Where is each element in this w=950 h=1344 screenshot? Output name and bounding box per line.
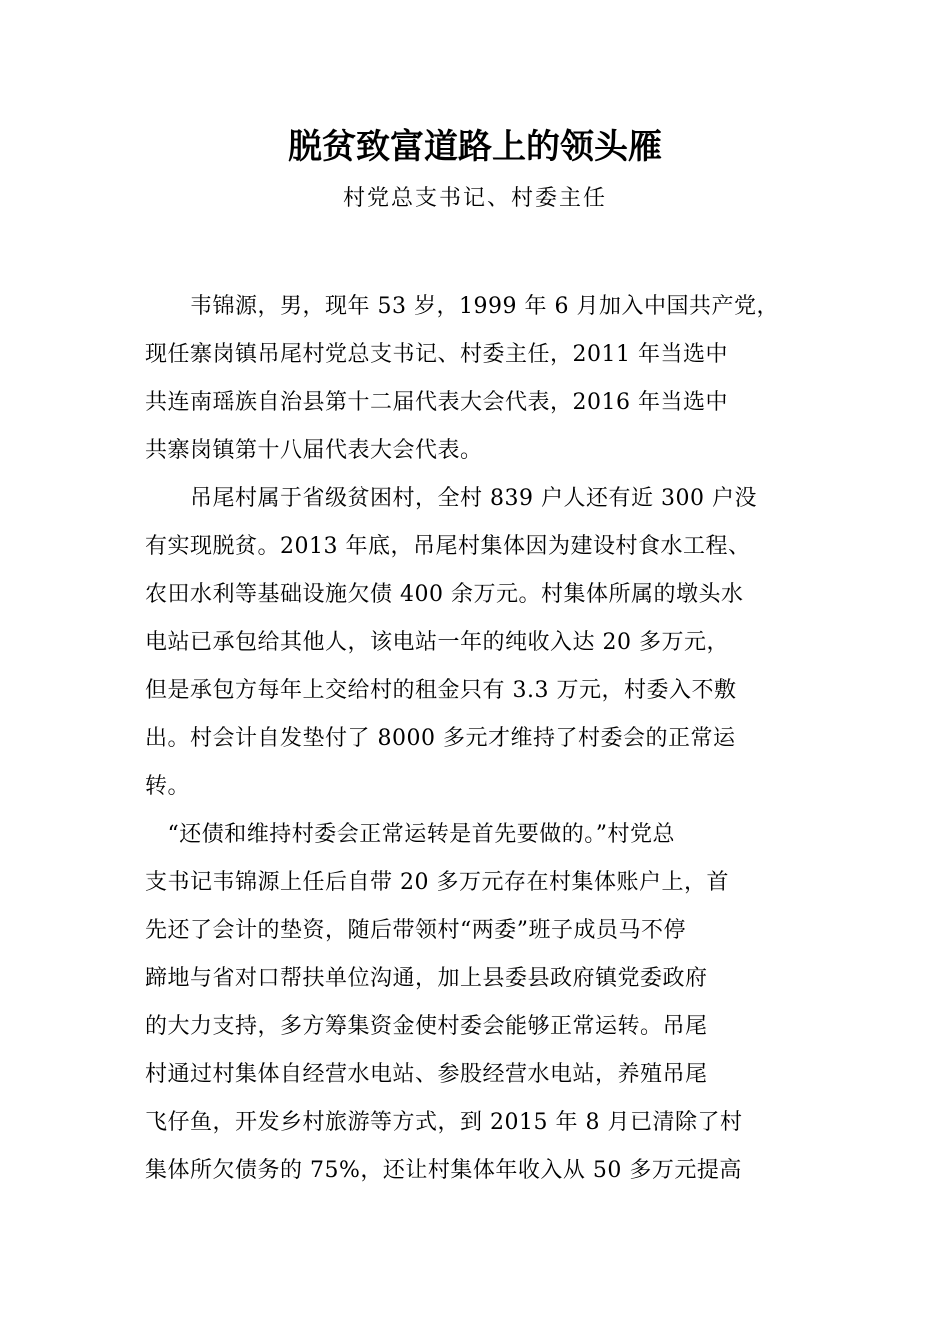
body-line: 村通过村集体自经营水电站、参股经营水电站，养殖吊尾 [145,1062,708,1087]
body-line: 出。村会计自发垫付了 8000 多元才维持了村委会的正常运 [145,726,736,751]
body-line: 转。 [145,774,191,799]
body-line: 农田水利等基础设施欠债 400 余万元。村集体所属的墩头水 [145,582,744,607]
body-line: 电站已承包给其他人，该电站一年的纯收入达 20 多万元， [145,630,729,655]
body-line: 集体所欠债务的 75%，还让村集体年收入从 50 多万元提高 [145,1158,742,1183]
document-subtitle: 村党总支书记、村委主任 [342,186,607,211]
body-line: 现任寨岗镇吊尾村党总支书记、村委主任，2011 年当选中 [145,342,728,367]
document-body [145,283,810,1195]
body-line: 吊尾村属于省级贫困村，全村 839 户人还有近 300 户没 [145,486,757,511]
body-line: 先还了会计的垫资，随后带领村“两委”班子成员马不停 [145,918,686,943]
body-line: 韦锦源，男，现年 53 岁，1999 年 6 月加入中国共产党， [145,294,779,319]
body-line: 飞仔鱼，开发乡村旅游等方式，到 2015 年 8 月已清除了村 [145,1110,743,1135]
body-line: 支书记韦锦源上任后自带 20 多万元存在村集体账户上，首 [145,870,729,895]
body-line: 但是承包方每年上交给村的租金只有 3.3 万元，村委入不敷 [145,678,737,703]
body-line: “还债和维持村委会正常运转是首先要做的。”村党总 [145,822,675,847]
body-line: 的大力支持，多方筹集资金使村委会能够正常运转。吊尾 [145,1014,708,1039]
document-title: 脱贫致富道路上的领头雁 [288,127,662,167]
body-line: 有实现脱贫。2013 年底，吊尾村集体因为建设村食水工程、 [145,534,751,559]
body-line: 蹄地与省对口帮扶单位沟通，加上县委县政府镇党委政府 [145,966,708,991]
body-line: 共连南瑶族自治县第十二届代表大会代表，2016 年当选中 [145,390,728,415]
body-line: 共寨岗镇第十八届代表大会代表。 [145,438,483,463]
